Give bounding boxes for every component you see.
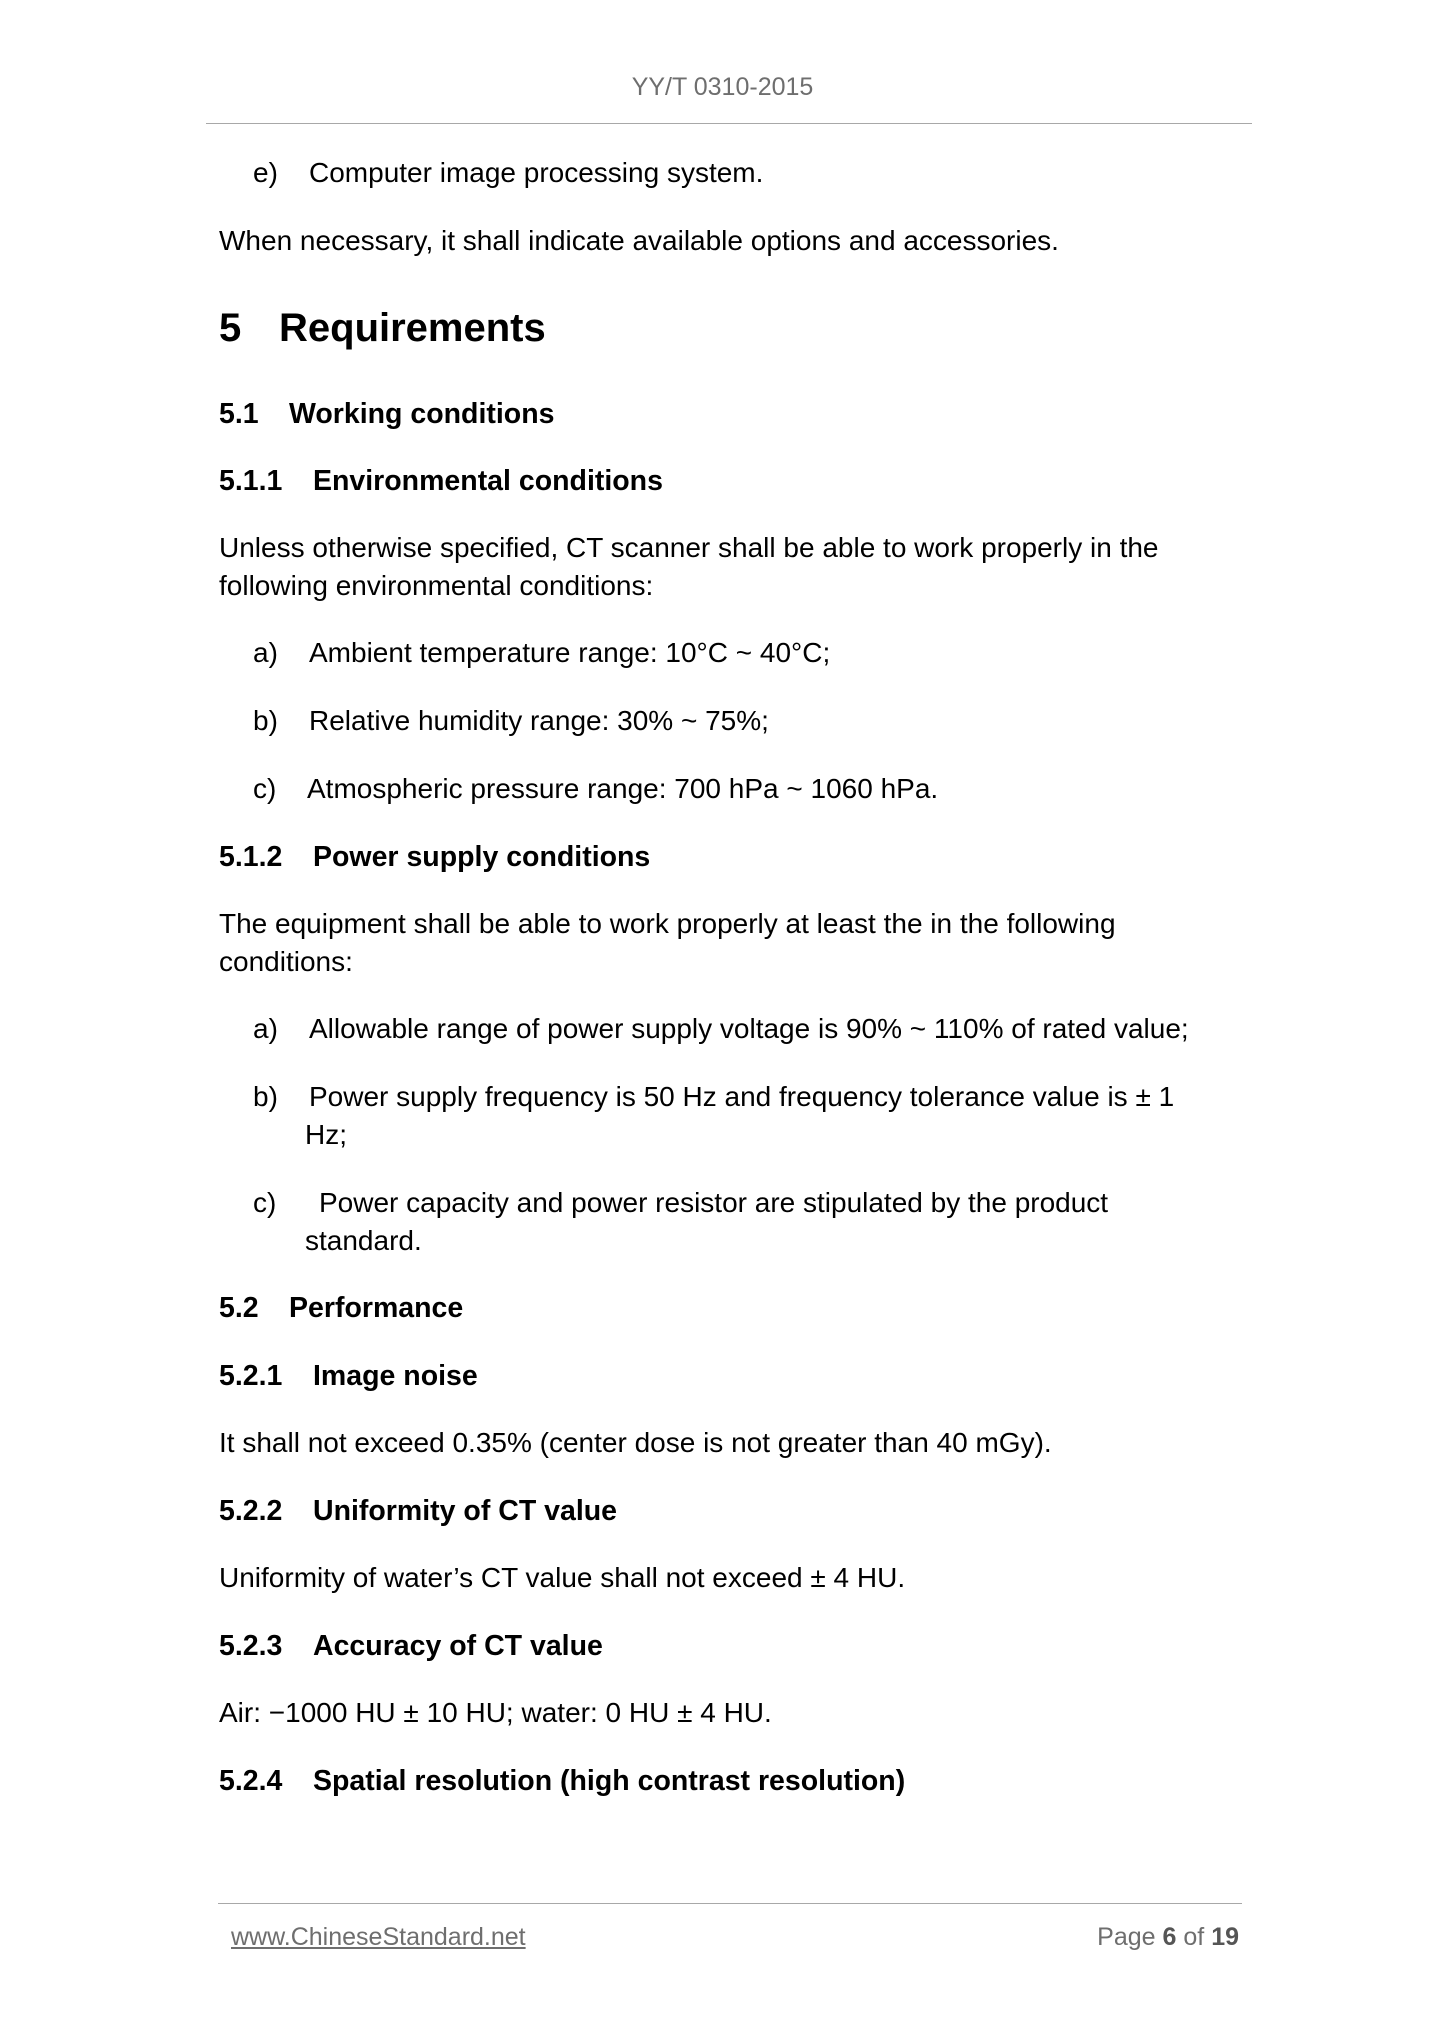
subsection-number: 5.1.2 (219, 841, 283, 873)
website-link[interactable]: www.ChineseStandard.net (231, 1923, 526, 1951)
paragraph-line: conditions: (219, 946, 353, 977)
subsection-title: Power supply conditions (313, 841, 651, 873)
list-item-text: Allowable range of power supply voltage is 90% ~ 110% of rated value; (309, 1013, 1189, 1044)
list-marker: e) (253, 157, 278, 188)
subsection-title: Spatial resolution (high contrast resolution) (313, 1765, 906, 1797)
paragraph: Uniformity of water’s CT value shall not exceed ± 4 HU. (219, 1562, 906, 1593)
subsection-title: Environmental conditions (313, 465, 663, 497)
subsection-number: 5.2.4 (219, 1765, 283, 1797)
subsection-number: 5.2.3 (219, 1630, 283, 1662)
footer-divider (218, 1903, 1242, 1904)
header-divider (206, 123, 1252, 124)
subsection-title: Performance (289, 1292, 464, 1324)
paragraph: It shall not exceed 0.35% (center dose is not greater than 40 mGy). (219, 1427, 1052, 1458)
list-item-text: Power supply frequency is 50 Hz and frequency tolerance value is ± 1 (309, 1081, 1175, 1112)
section-heading-number: 5 (219, 306, 242, 350)
section-heading-title: Requirements (279, 306, 546, 350)
document-code-header: YY/T 0310-2015 (631, 73, 814, 101)
page-prefix: Page (1097, 1923, 1156, 1951)
list-marker: c) (253, 773, 277, 804)
list-marker: c) (253, 1187, 277, 1218)
paragraph-line: The equipment shall be able to work properly at least the in the following (219, 908, 1116, 939)
subsection-title: Accuracy of CT value (313, 1630, 603, 1662)
list-item-text: Power capacity and power resistor are stipulated by the product (319, 1187, 1109, 1218)
subsection-number: 5.1 (219, 398, 259, 430)
paragraph: Air: −1000 HU ± 10 HU; water: 0 HU ± 4 HU. (219, 1697, 772, 1728)
paragraph: When necessary, it shall indicate available options and accessories. (219, 225, 1059, 256)
list-marker: b) (253, 705, 278, 736)
subsection-title: Working conditions (289, 398, 555, 430)
page-indicator (1097, 1921, 1239, 1953)
list-marker: a) (253, 1013, 278, 1044)
subsection-number: 5.1.1 (219, 465, 283, 497)
list-item-text: Computer image processing system. (309, 157, 764, 188)
page-of: of (1183, 1923, 1205, 1951)
list-item-text: Ambient temperature range: 10°C ~ 40°C; (309, 637, 831, 668)
list-marker: a) (253, 637, 278, 668)
paragraph-line: following environmental conditions: (219, 570, 654, 601)
page-total: 19 (1211, 1923, 1239, 1951)
subsection-title: Uniformity of CT value (313, 1495, 618, 1527)
subsection-number: 5.2.2 (219, 1495, 283, 1527)
subsection-number: 5.2 (219, 1292, 259, 1324)
page-current: 6 (1162, 1923, 1177, 1951)
subsection-title: Image noise (313, 1360, 478, 1392)
list-item-text-continued: standard. (305, 1225, 422, 1256)
paragraph-line: Unless otherwise specified, CT scanner shall be able to work properly in the (219, 532, 1159, 563)
list-item-text: Relative humidity range: 30% ~ 75%; (309, 705, 769, 736)
list-item-text: Atmospheric pressure range: 700 hPa ~ 1060 hPa. (307, 773, 939, 804)
list-marker: b) (253, 1081, 278, 1112)
subsection-number: 5.2.1 (219, 1360, 283, 1392)
list-item-text-continued: Hz; (305, 1119, 347, 1150)
